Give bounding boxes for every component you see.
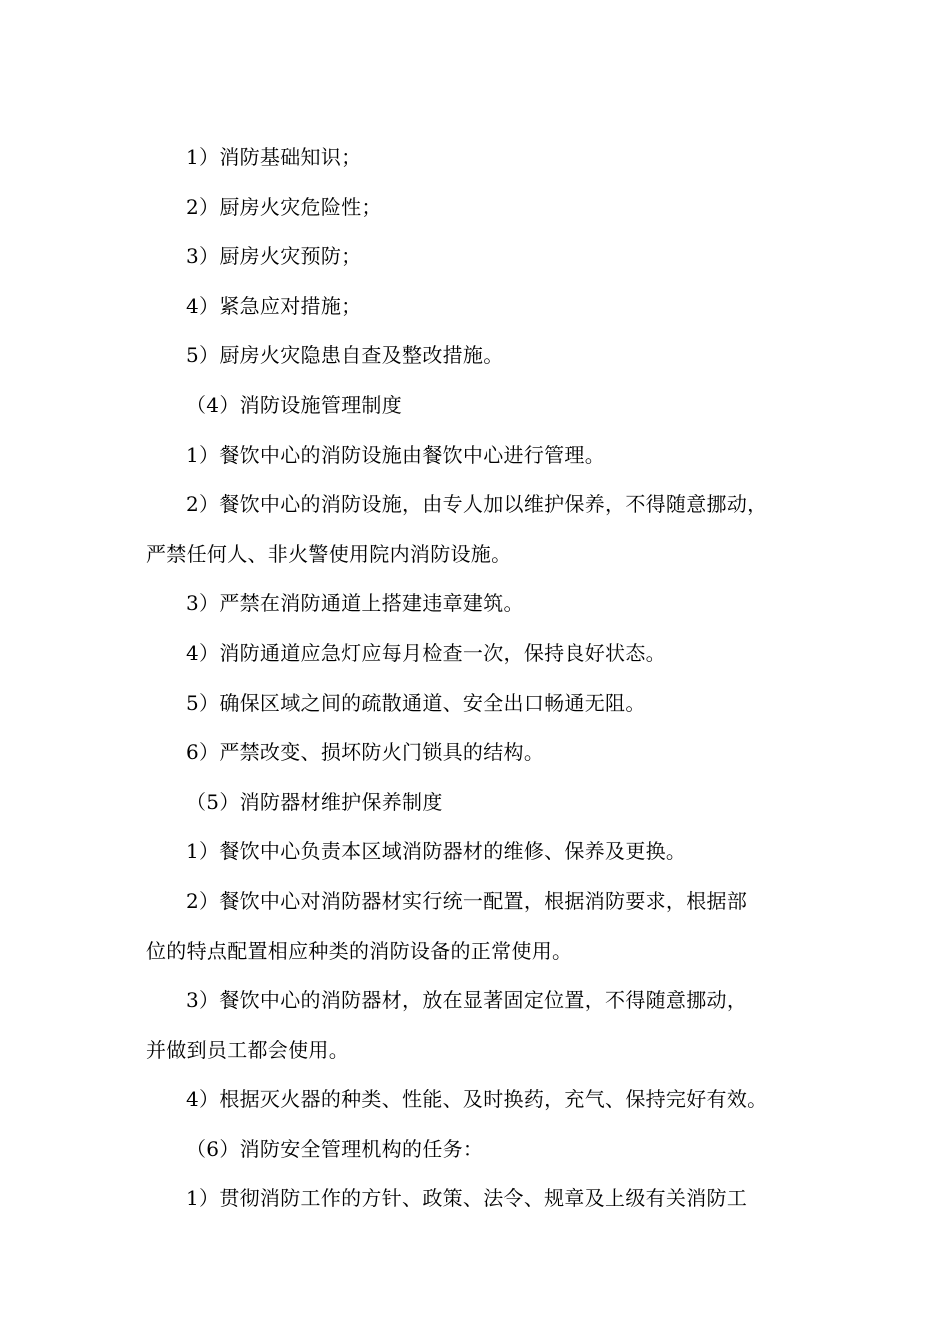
section-heading-equipment-maintenance: （5）消防器材维护保养制度: [186, 789, 443, 814]
section-heading-safety-agency-tasks: （6）消防安全管理机构的任务：: [186, 1136, 484, 1161]
paragraph-line: 2）餐饮中心的消防设施，由专人加以维护保养，不得随意挪动，: [186, 492, 768, 517]
list-item-fire-basics: 1）消防基础知识；: [186, 145, 362, 169]
list-item-self-inspection: 5）厨房火灾隐患自查及整改措施。: [186, 343, 504, 368]
paragraph-line-continuation: 并做到员工都会使用。: [146, 1037, 349, 1062]
paragraph-line: 2）餐饮中心对消防器材实行统一配置，根据消防要求，根据部: [186, 888, 748, 913]
paragraph-line: 3）餐饮中心的消防器材，放在显著固定位置，不得随意挪动，: [186, 988, 748, 1013]
paragraph-line: 5）确保区域之间的疏散通道、安全出口畅通无阻。: [186, 690, 646, 715]
paragraph-line: 1）餐饮中心负责本区域消防器材的维修、保养及更换。: [186, 839, 687, 864]
paragraph-line: 4）消防通道应急灯应每月检查一次，保持良好状态。: [186, 640, 666, 665]
paragraph-line: 1）餐饮中心的消防设施由餐饮中心进行管理。: [186, 442, 606, 467]
list-item-kitchen-fire-hazard: 2）厨房火灾危险性；: [186, 194, 382, 219]
document-body: [146, 133, 836, 1224]
list-item-kitchen-fire-prevention: 3）厨房火灾预防；: [186, 244, 362, 269]
paragraph-line: 4）根据灭火器的种类、性能、及时换药，充气、保持完好有效。: [186, 1087, 768, 1112]
paragraph-line: 1）贯彻消防工作的方针、政策、法令、规章及上级有关消防工: [186, 1186, 748, 1211]
paragraph-line-continuation: 严禁任何人、非火警使用院内消防设施。: [146, 541, 512, 566]
paragraph-line-continuation: 位的特点配置相应种类的消防设备的正常使用。: [146, 938, 573, 963]
list-item-emergency-measures: 4）紧急应对措施；: [186, 293, 362, 318]
paragraph-line: 3）严禁在消防通道上搭建违章建筑。: [186, 591, 524, 616]
paragraph-line: 6）严禁改变、损坏防火门锁具的结构。: [186, 740, 545, 765]
section-heading-fire-facilities: （4）消防设施管理制度: [186, 392, 403, 417]
